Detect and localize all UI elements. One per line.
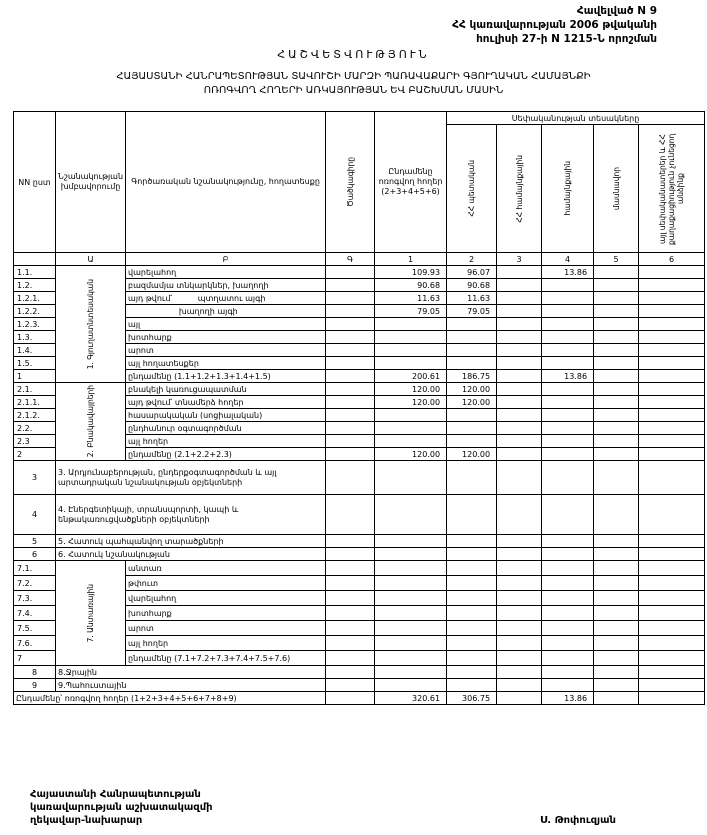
table-row: 8 8.Ջրային bbox=[14, 666, 705, 679]
head-c2: ՀՀ պետական bbox=[447, 125, 497, 253]
table-row: 1.1. 1. Գյուղատնտեսական վարելահող 109.93 96.07 13.86 bbox=[14, 266, 705, 279]
head-c3: ՀՀ համայնքային bbox=[497, 125, 542, 253]
doc-subtitle-2: ՈՌՈԳՎՈՂ ՀՈՂԵՐԻ ԱՌԿԱՅՈՒԹՅԱՆ ԵՎ ԲԱՇԽՄԱՆ ՄԱՍԻՆ bbox=[203, 85, 504, 96]
grand-total-row: Ընդամենը՝ ոռոգվող հողեր (1+2+3+4+5+6+7+8+9) 320.61 306.75 13.86 bbox=[14, 692, 705, 705]
table-row: 2 ընդամենը (2.1+2.2+2.3) 120.00 120.00 bbox=[14, 448, 705, 461]
decree-line-2: հուլիսի 27-ի N 1215-Ն որոշման bbox=[476, 33, 657, 45]
head-c5: մասնավոր bbox=[594, 125, 639, 253]
idx-g: Գ bbox=[326, 253, 375, 266]
table-row: 3 3. Արդյունաբերության, ընդերքօգտագործման և այլ արտադրական նշանակության օբյեկտների bbox=[14, 461, 705, 495]
head-c6: այլ սեփականատերեր և ՀՀ քաղաքացիություն չունեցող անձինք bbox=[639, 125, 705, 253]
table-row: 2.1.1. այդ թվում՝ տնամերձ հողեր 120.00 120.00 bbox=[14, 396, 705, 409]
table-row: 2.2. ընդհանուր օգտագործման bbox=[14, 422, 705, 435]
table-row: 1.5. այլ հողատեսքեր bbox=[14, 357, 705, 370]
table-row: 7 ընդամենը (7.1+7.2+7.3+7.4+7.5+7.6) bbox=[14, 651, 705, 666]
idx-6: 6 bbox=[639, 253, 705, 266]
table-row: 6 6. Հատուկ նշանակության bbox=[14, 548, 705, 561]
group-1-label: 1. Գյուղատնտեսական bbox=[56, 266, 126, 383]
table-row: 1.3. խոտհարք bbox=[14, 331, 705, 344]
idx-a: Ա bbox=[56, 253, 126, 266]
idx-b: Բ bbox=[126, 253, 326, 266]
head-name: Գործառական նշանակությունը, հողատեսքը bbox=[126, 112, 326, 253]
table-row: 1.4. արոտ bbox=[14, 344, 705, 357]
head-total: Ընդամենը ոռոգվող հողեր (2+3+4+5+6) bbox=[375, 112, 447, 253]
table-row: 4 4. Էներգետիկայի, տրանսպորտի, կապի և ենթակառուցվածքների օբյեկտների bbox=[14, 495, 705, 535]
table-row: 1 ընդամենը (1.1+1.2+1.3+1.4+1.5) 200.61 186.75 13.86 bbox=[14, 370, 705, 383]
doc-subtitle-1: ՀԱՅԱՍՏԱՆԻ ՀԱՆՐԱՊԵՏՈՒԹՅԱՆ ՏԱՎՈՒՇԻ ՄԱՐԶԻ ՊԱՌԱՎԱՔԱՐԻ ԳՅՈՒՂԱԿԱՆ ՀԱՄԱՅՆՔԻ bbox=[116, 71, 591, 82]
table-row: 1.2.3. այլ bbox=[14, 318, 705, 331]
table-row: 1.2.2. խաղողի այգի 79.05 79.05 bbox=[14, 305, 705, 318]
head-group: Նշանակության խմբավորումը bbox=[56, 112, 126, 253]
table-row: 7.1. 7. Անտառային անտառ bbox=[14, 561, 705, 576]
idx-4: 4 bbox=[542, 253, 594, 266]
table-row: 7.6. այլ հողեր bbox=[14, 636, 705, 651]
table-row: 5 5. Հատուկ պահպանվող տարածքների bbox=[14, 535, 705, 548]
signatory-name: Ս. Թոփուզյան bbox=[540, 815, 616, 826]
group-2-label: 2. Բնակավայրերի bbox=[56, 383, 126, 461]
head-num: NN ըստ bbox=[14, 112, 56, 253]
land-report-table bbox=[13, 111, 705, 705]
table-row: 9 9.Պահուստային bbox=[14, 679, 705, 692]
table-row: 1.2. բազմամյա տնկարկներ, խաղողի 90.68 90.68 bbox=[14, 279, 705, 292]
idx-5: 5 bbox=[594, 253, 639, 266]
idx-2: 2 bbox=[447, 253, 497, 266]
doc-title: ՀԱՇՎԵՏՎՈՒԹՅՈՒՆ bbox=[277, 48, 430, 61]
head-code: Ծածկագիրը bbox=[326, 112, 375, 253]
idx-3: 3 bbox=[497, 253, 542, 266]
table-row: 7.3. վարելահող bbox=[14, 591, 705, 606]
table-row: 7.5. արոտ bbox=[14, 621, 705, 636]
head-c4: համայնքային bbox=[542, 125, 594, 253]
head-ownership: Սեփականության տեսակները bbox=[447, 112, 705, 125]
table-row: 7.4. խոտհարք bbox=[14, 606, 705, 621]
table-row: 2.1.2. հասարակական (սոցիալական) bbox=[14, 409, 705, 422]
table-row: 2.3 այլ հողեր bbox=[14, 435, 705, 448]
table-row: 2.1. 2. Բնակավայրերի բնակելի կառուցապատման 120.00 120.00 bbox=[14, 383, 705, 396]
table-row: 7.2. թփուտ bbox=[14, 576, 705, 591]
group-7-label: 7. Անտառային bbox=[56, 561, 126, 666]
idx-1: 1 bbox=[375, 253, 447, 266]
signatory-title: Հայաստանի Հանրապետության կառավարության աշխատակազմի ղեկավար-նախարար bbox=[30, 789, 213, 826]
table-row: 1.2.1. այդ թվում՝ պտղատու այգի 11.63 11.63 bbox=[14, 292, 705, 305]
decree-line-1: ՀՀ կառավարության 2006 թվականի bbox=[452, 19, 657, 31]
appendix-number: Հավելված N 9 bbox=[576, 5, 657, 17]
